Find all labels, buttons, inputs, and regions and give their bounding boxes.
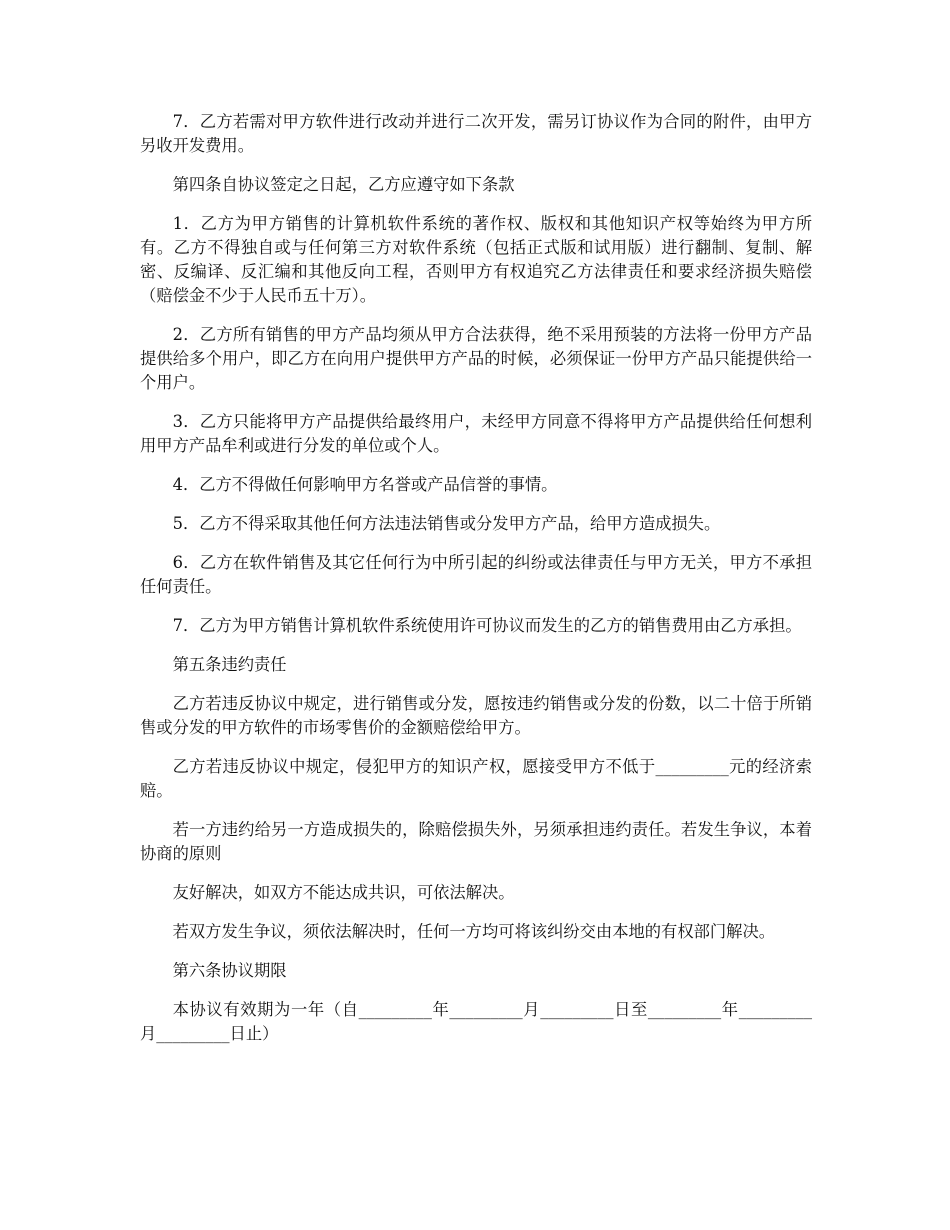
clause-paragraph: 友好解决，如双方不能达成共识，可依法解决。 (172, 883, 515, 902)
clause-paragraph: 本协议有效期为一年（自_________年_________月_________日至_________年_________月_________日止） (140, 1000, 812, 1043)
section-heading-article-6: 第六条协议期限 (172, 961, 287, 980)
clause-paragraph: 1．乙方为甲方销售的计算机软件系统的著作权、版权和其他知识产权等始终为甲方所有。乙方不得独自或与任何第三方对软件系统（包括正式版和试用版）进行翻制、复制、解密、反编译、反汇编和其他反向工程，否则甲方有权追究乙方法律责任和要求经济损失赔偿（赔偿金不少于人民币五十万）。 (140, 214, 812, 305)
clause-paragraph: 若一方违约给另一方造成损失的，除赔偿损失外，另须承担违约责任。若发生争议，本着协商的原则 (140, 820, 812, 863)
clause-paragraph: 3．乙方只能将甲方产品提供给最终用户，未经甲方同意不得将甲方产品提供给任何想利用甲方产品牟利或进行分发的单位或个人。 (140, 412, 812, 455)
clause-paragraph: 乙方若违反协议中规定，进行销售或分发，愿按违约销售或分发的份数，以二十倍于所销售或分发的甲方软件的市场零售价的金额赔偿给甲方。 (140, 694, 812, 737)
clause-paragraph: 4．乙方不得做任何影响甲方名誉或产品信誉的事情。 (172, 475, 558, 494)
clause-paragraph: 5．乙方不得采取其他任何方法违法销售或分发甲方产品，给甲方造成损失。 (172, 514, 721, 533)
clause-paragraph: 7．乙方为甲方销售计算机软件系统使用许可协议而发生的乙方的销售费用由乙方承担。 (172, 616, 802, 635)
clause-paragraph: 若双方发生争议，须依法解决时，任何一方均可将该纠纷交由本地的有权部门解决。 (172, 922, 776, 941)
clause-paragraph: 6．乙方在软件销售及其它任何行为中所引起的纠纷或法律责任与甲方无关，甲方不承担任何责任。 (140, 553, 812, 596)
clause-paragraph: 7．乙方若需对甲方软件进行改动并进行二次开发，需另订协议作为合同的附件，由甲方另收开发费用。 (140, 112, 812, 155)
clause-paragraph: 2．乙方所有销售的甲方产品均须从甲方合法获得，绝不采用预装的方法将一份甲方产品提供给多个用户，即乙方在向用户提供甲方产品的时候，必须保证一份甲方产品只能提供给一个用户。 (140, 325, 812, 392)
contract-page (140, 110, 812, 1061)
section-heading-article-5: 第五条违约责任 (172, 655, 287, 674)
section-heading-article-4: 第四条自协议签定之日起，乙方应遵守如下条款 (172, 175, 515, 194)
clause-paragraph: 乙方若违反协议中规定，侵犯甲方的知识产权，愿接受甲方不低于_________元的经济索赔。 (140, 757, 812, 800)
